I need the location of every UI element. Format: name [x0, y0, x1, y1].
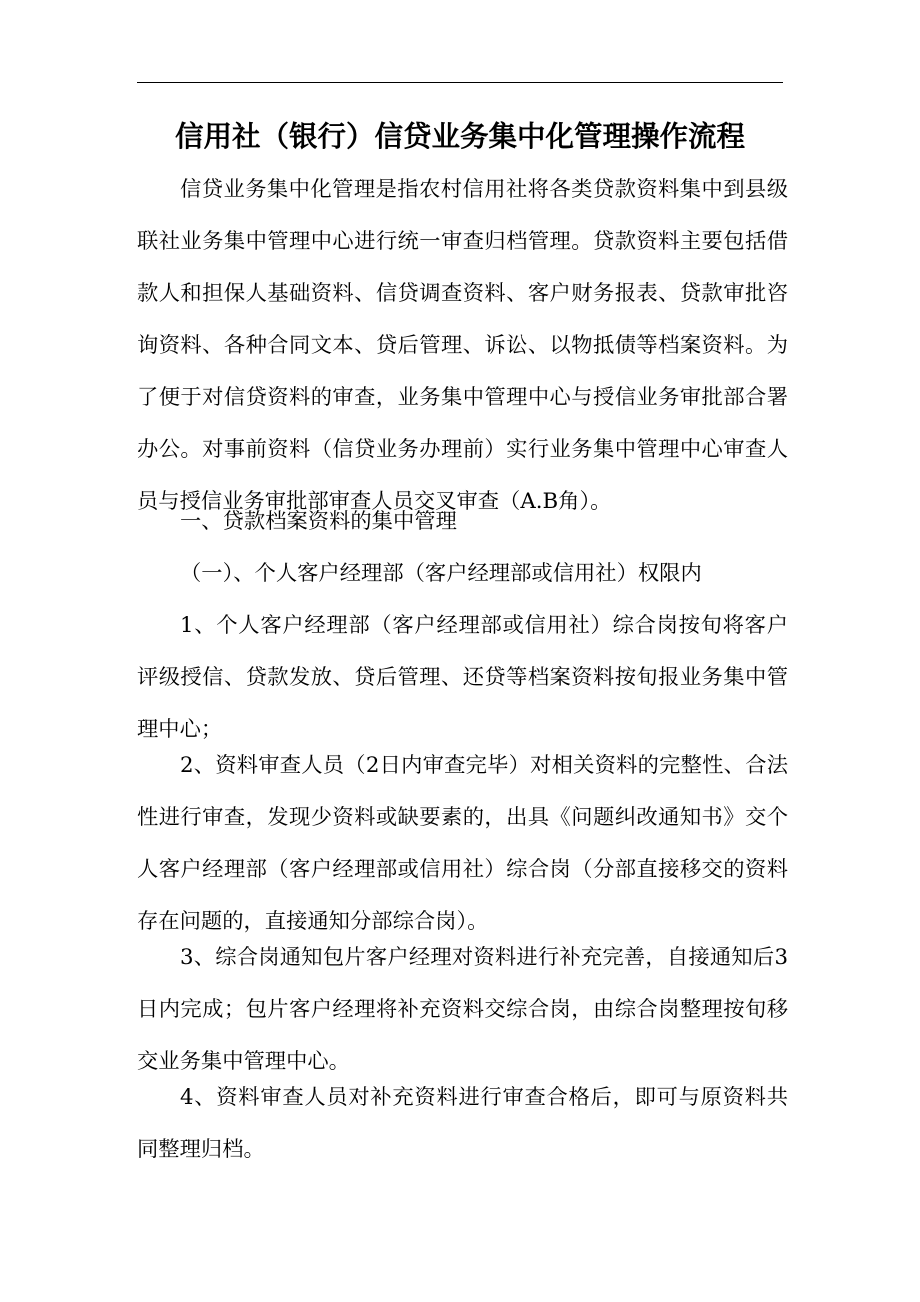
section-heading: 一、贷款档案资料的集中管理 — [180, 509, 457, 534]
document-title: 信用社（银行）信贷业务集中化管理操作流程 — [174, 119, 745, 153]
step-4-paragraph: 4、资料审查人员对补充资料进行审查合格后，即可与原资料共同整理归档。 — [137, 1085, 788, 1162]
subsection-heading: （一）、个人客户经理部（客户经理部或信用社）权限内 — [180, 561, 702, 586]
step-3-paragraph: 3、综合岗通知包片客户经理对资料进行补充完善，自接通知后3日内完成；包片客户经理将补充资料交综合岗，由综合岗整理按旬移交业务集中管理中心。 — [137, 945, 788, 1074]
header-rule — [137, 82, 783, 83]
step-2-paragraph: 2、资料审查人员（2日内审查完毕）对相关资料的完整性、合法性进行审查，发现少资料或缺要素的，出具《问题纠改通知书》交个人客户经理部（客户经理部或信用社）综合岗（分部直接移交的资料存在问题的，直接通知分部综合岗）。 — [137, 753, 788, 934]
step-1-paragraph: 1、个人客户经理部（客户经理部或信用社）综合岗按旬将客户评级授信、贷款发放、贷后管理、还贷等档案资料按旬报业务集中管理中心； — [137, 613, 788, 742]
intro-paragraph: 信贷业务集中化管理是指农村信用社将各类贷款资料集中到县级联社业务集中管理中心进行统一审查归档管理。贷款资料主要包括借款人和担保人基础资料、信贷调查资料、客户财务报表、贷款审批咨询资料、各种合同文本、贷后管理、诉讼、以物抵债等档案资料。为了便于对信贷资料的审查，业务集中管理中心与授信业务审批部合署办公。对事前资料（信贷业务办理前）实行业务集中管理中心审查人员与授信业务审批部审查人员交叉审查（A.B角）。 — [137, 177, 788, 514]
